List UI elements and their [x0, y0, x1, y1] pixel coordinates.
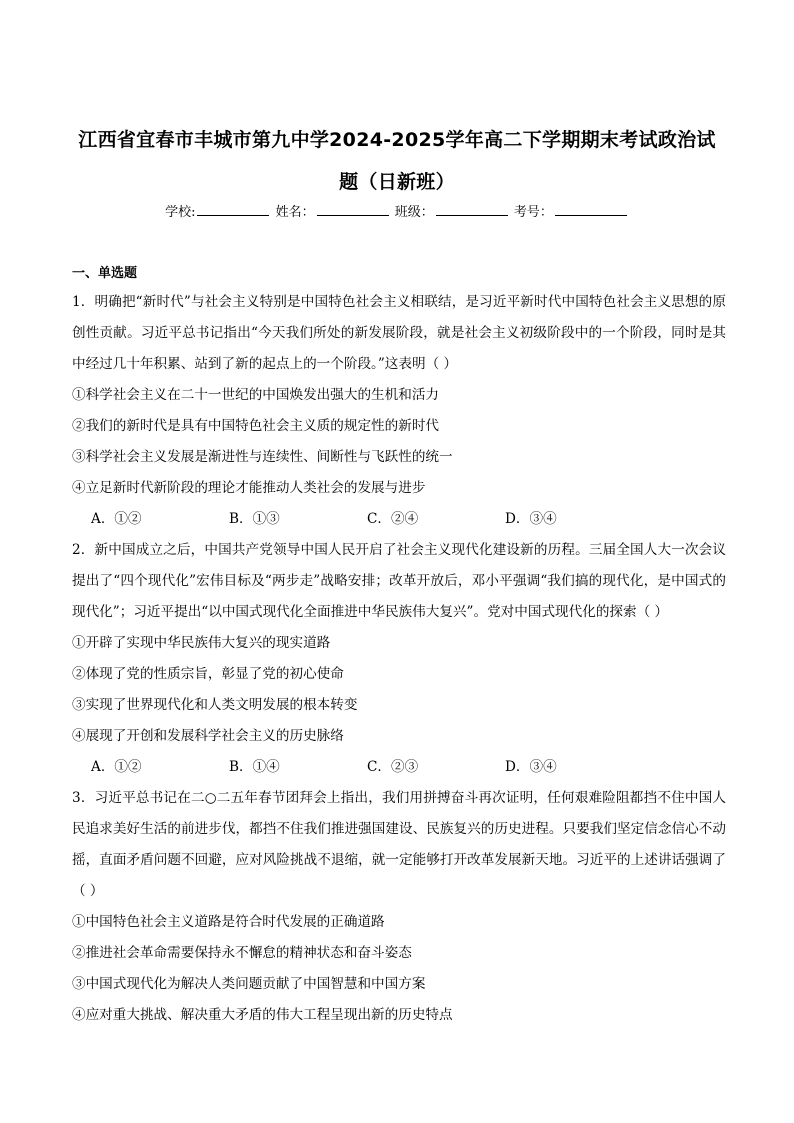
- name-label: 姓名：: [275, 205, 315, 220]
- statement-option: ③科学社会主义发展是渐进性与连续性、间断性与飞跃性的统一: [72, 449, 453, 465]
- question-stem: 1．明确把“新时代”与社会主义特别是中国特色社会主义相联结，是习近平新时代中国特色社会主义思想的原创性贡献。习近平总书记指出“今天我们所处的新发展阶段，就是社会主义初级阶段中的一个阶段，同时是其中经过几十年积累、站到了新的起点上的一个阶段。”这表明（ ）: [72, 294, 726, 372]
- choice-b: B．①④: [229, 759, 280, 775]
- statement-option: ③实现了世界现代化和人类文明发展的根本转变: [72, 697, 358, 713]
- statement-option: ②体现了党的性质宗旨，彰显了党的初心使命: [72, 666, 344, 682]
- choice-d: D．③④: [505, 511, 557, 527]
- choice-d: D．③④: [505, 759, 557, 775]
- exam-number-blank: [555, 204, 627, 216]
- question-3: [72, 783, 726, 1031]
- class-label: 班级：: [394, 205, 434, 220]
- choice-a: A．①②: [91, 511, 142, 527]
- statement-option: ②我们的新时代是具有中国特色社会主义质的规定性的新时代: [72, 418, 440, 434]
- statement-option: ①开辟了实现中华民族伟大复兴的现实道路: [72, 635, 331, 651]
- question-stem: 3．习近平总书记在二○二五年春节团拜会上指出，我们用拼搏奋斗再次证明，任何艰难险阻都挡不住中国人民追求美好生活的前进步伐，都挡不住我们推进强国建设、民族复兴的历史进程。只要我们坚定信念信心不动摇，直面矛盾问题不回避，应对风险挑战不退缩，就一定能够打开改革发展新天地。习近平的上述讲话强调了（ ）: [72, 790, 726, 899]
- exam-title-line2: 题（日新班）: [339, 171, 455, 193]
- statement-option: ④展现了开创和发展科学社会主义的历史脉络: [72, 728, 344, 744]
- statement-option: ②推进社会革命需要保持永不懈怠的精神状态和奋斗姿态: [72, 945, 412, 961]
- school-blank: [197, 204, 269, 216]
- choice-b: B．①③: [229, 511, 280, 527]
- section-heading: 一、单选题: [72, 266, 138, 281]
- statement-option: ④应对重大挑战、解决重大矛盾的伟大工程呈现出新的历史特点: [72, 1007, 453, 1023]
- choice-c: C．②③: [367, 759, 419, 775]
- question-1: [72, 287, 726, 535]
- statement-option: ③中国式现代化为解决人类问题贡献了中国智慧和中国方案: [72, 976, 426, 992]
- statement-option: ④立足新时代新阶段的理论才能推动人类社会的发展与进步: [72, 480, 426, 496]
- question-2: [72, 535, 726, 783]
- student-info-row: [0, 201, 794, 220]
- answer-choices: [72, 752, 726, 783]
- choice-a: A．①②: [91, 759, 142, 775]
- question-stem: 2．新中国成立之后，中国共产党领导中国人民开启了社会主义现代化建设新的历程。三届全国人大一次会议提出了“四个现代化”宏伟目标及“两步走”战略安排；改革开放后，邓小平强调“我们搞的现代化，是中国式的现代化”；习近平提出“以中国式现代化全面推进中华民族伟大复兴”。党对中国式现代化的探索（ ）: [72, 542, 726, 620]
- school-label: 学校:: [165, 205, 196, 220]
- exam-title-line1: 江西省宜春市丰城市第九中学2024-2025学年高二下学期期末考试政治试: [78, 129, 716, 151]
- choice-c: C．②④: [367, 511, 419, 527]
- answer-choices: [72, 504, 726, 535]
- name-blank: [317, 204, 389, 216]
- exam-number-label: 考号：: [513, 205, 553, 220]
- statement-option: ①中国特色社会主义道路是符合时代发展的正确道路: [72, 914, 385, 930]
- statement-option: ①科学社会主义在二十一世纪的中国焕发出强大的生机和活力: [72, 387, 440, 403]
- class-blank: [436, 204, 508, 216]
- question-list: [72, 287, 726, 1031]
